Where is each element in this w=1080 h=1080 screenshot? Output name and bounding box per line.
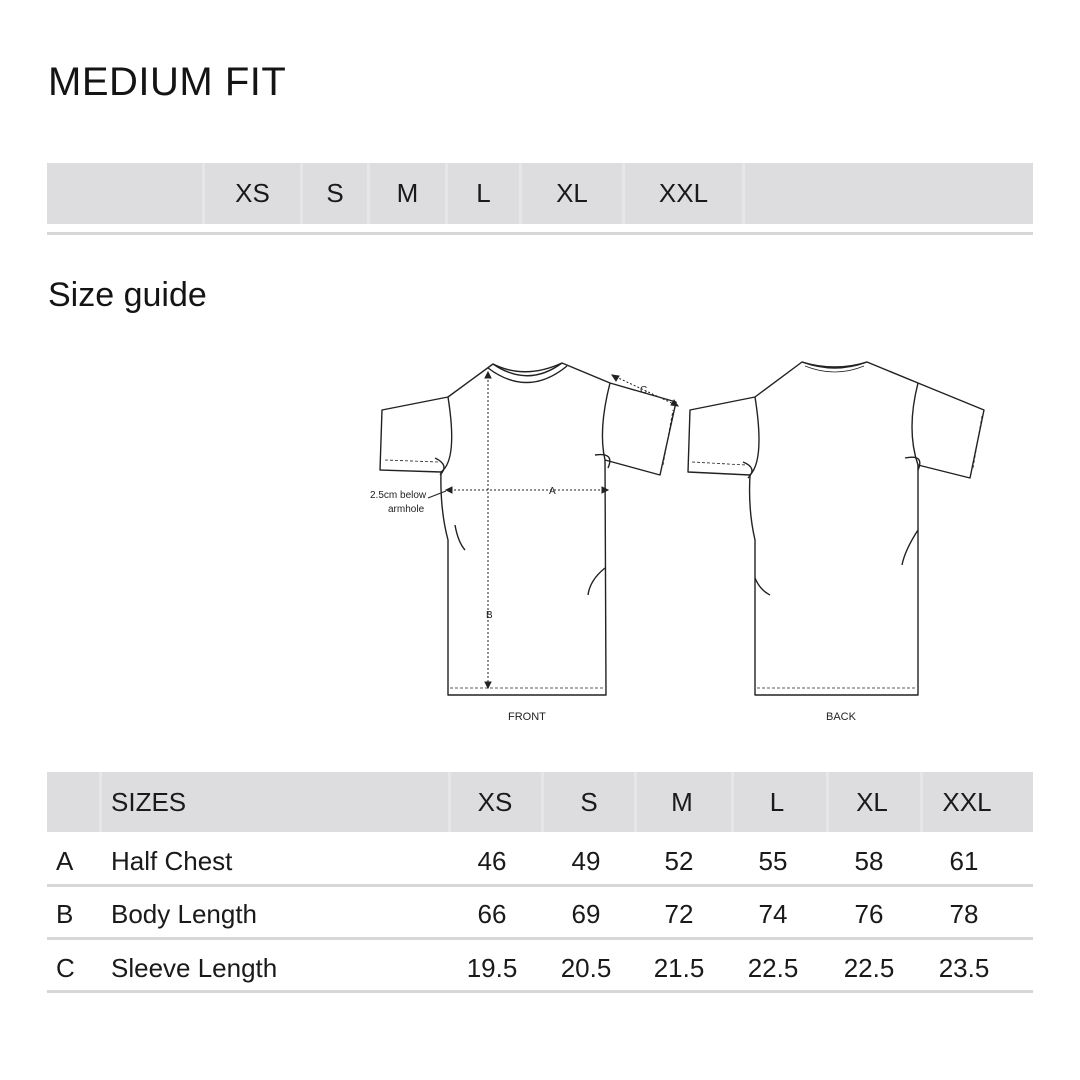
table-cell: 46 (477, 846, 507, 876)
table-cell: 55 (758, 846, 788, 876)
size-option-xs[interactable]: XS (235, 178, 270, 208)
table-cell: 76 (854, 899, 884, 929)
table-cell: 52 (664, 846, 694, 876)
row-label: Half Chest (111, 846, 233, 876)
row-code: C (56, 953, 75, 983)
divider (47, 232, 1033, 235)
divider (634, 772, 637, 832)
divider (47, 937, 1033, 940)
table-cell: 61 (949, 846, 979, 876)
column-header-xxl: XXL (942, 787, 992, 817)
size-option-l[interactable]: L (476, 178, 491, 208)
divider (920, 772, 923, 832)
tshirt-front (380, 363, 676, 695)
column-header-m: M (671, 787, 693, 817)
table-cell: 58 (854, 846, 884, 876)
column-header-s: S (580, 787, 598, 817)
row-code: A (56, 846, 74, 876)
size-selector-bar (47, 163, 1033, 224)
front-label: FRONT (508, 711, 546, 723)
table-cell: 49 (571, 846, 601, 876)
size-option-s[interactable]: S (326, 178, 344, 208)
table-row (47, 942, 1033, 994)
table-cell: 66 (477, 899, 507, 929)
table-cell: 23.5 (938, 953, 990, 983)
size-option-m[interactable]: M (396, 178, 419, 208)
table-cell: 69 (571, 899, 601, 929)
row-label: Sleeve Length (111, 953, 278, 983)
marker-c: C (640, 385, 648, 396)
size-option-xxl[interactable]: XXL (658, 178, 709, 208)
column-header-xl: XL (856, 787, 888, 817)
fit-title: MEDIUM FIT (48, 60, 287, 104)
divider (731, 772, 734, 832)
marker-b: B (486, 610, 493, 621)
divider (47, 884, 1033, 887)
size-option-xl[interactable]: XL (556, 178, 588, 208)
back-label: BACK (826, 711, 856, 723)
armhole-note-line1: 2.5cm below (370, 490, 427, 501)
table-cell: 78 (949, 899, 979, 929)
divider (541, 772, 544, 832)
size-guide-title: Size guide (48, 276, 207, 314)
table-cell: 21.5 (653, 953, 705, 983)
divider (826, 772, 829, 832)
table-row (47, 888, 1033, 940)
marker-a: A (549, 486, 556, 497)
divider (47, 990, 1033, 993)
size-table-header (47, 772, 1033, 832)
column-header-xs: XS (477, 787, 513, 817)
table-cell: 74 (758, 899, 788, 929)
table-cell: 20.5 (560, 953, 612, 983)
table-cell: 22.5 (843, 953, 895, 983)
divider (742, 163, 745, 224)
armhole-note-line2: armhole (388, 504, 425, 515)
column-header-l: L (769, 787, 785, 817)
tshirt-back (688, 362, 984, 695)
row-label: Body Length (111, 899, 258, 929)
tshirt-diagram (340, 350, 1000, 730)
table-cell: 72 (664, 899, 694, 929)
sizes-header: SIZES (111, 787, 187, 817)
divider (448, 772, 451, 832)
table-cell: 22.5 (747, 953, 799, 983)
table-row (47, 835, 1033, 887)
divider (99, 772, 102, 832)
table-cell: 19.5 (466, 953, 518, 983)
measurement-lines (428, 372, 678, 688)
row-code: B (56, 899, 74, 929)
